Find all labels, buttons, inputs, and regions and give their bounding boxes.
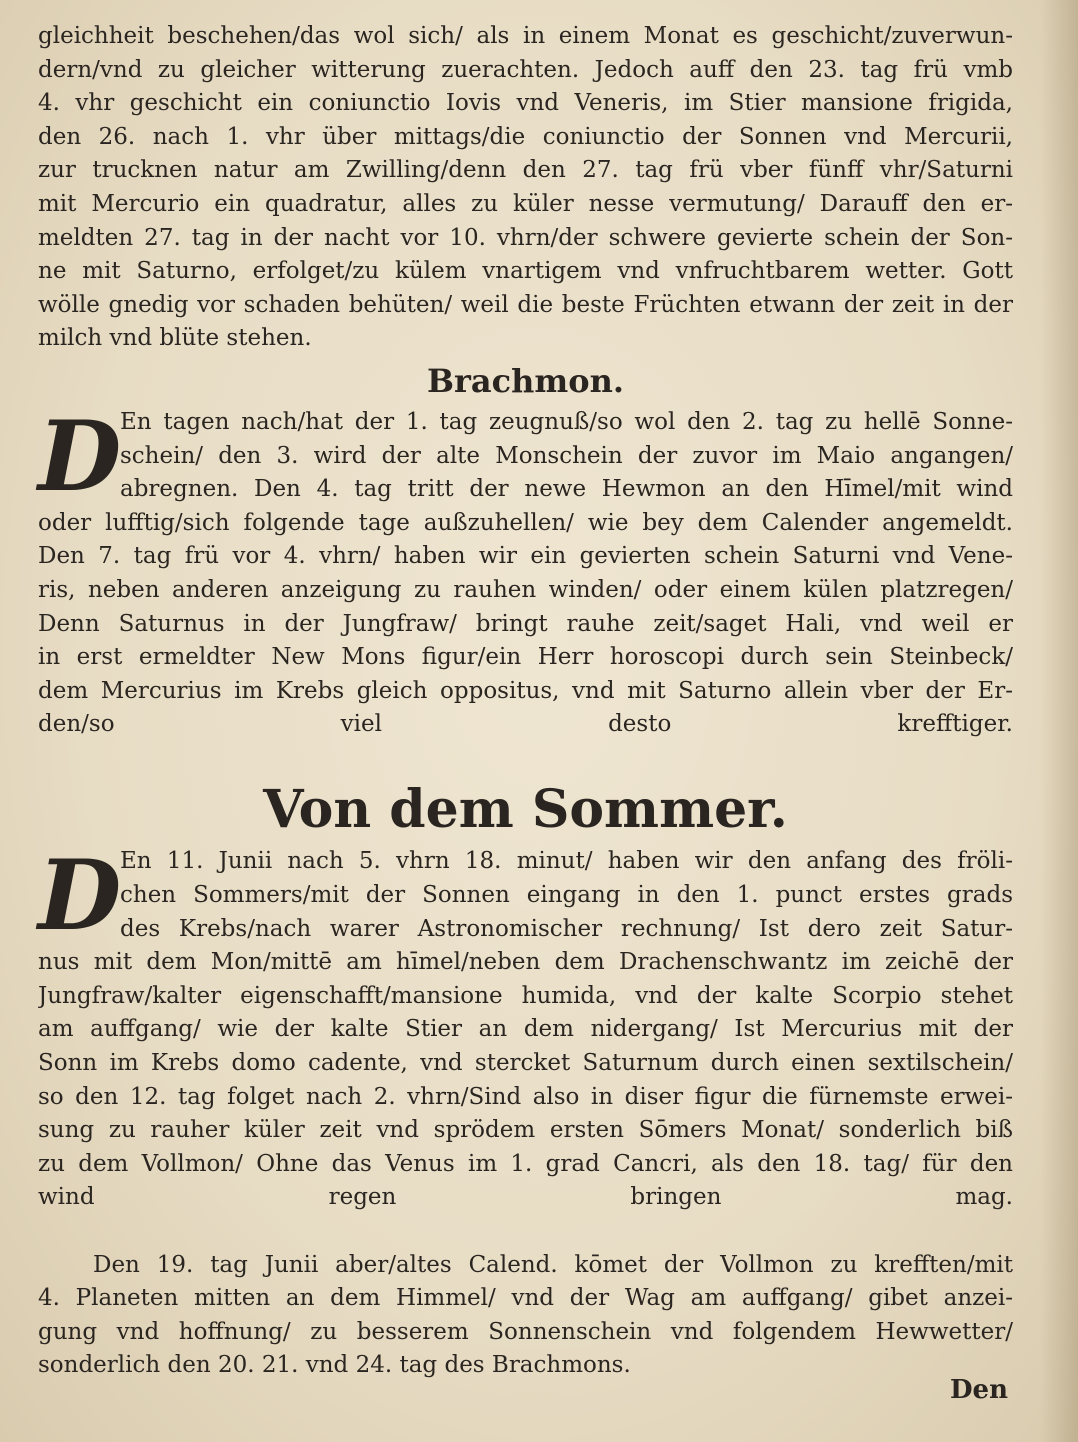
text-line — [38, 1215, 1013, 1249]
text-line: En tagen nach/hat der 1. tag zeugnuß/so wol den 2. tag zu hellē Sonne- — [120, 408, 1013, 435]
paragraph-brachmon — [38, 399, 1013, 776]
text-line: ne mit Saturno, erfolget/zu külem vnartigem vnd vnfruchtbarem wetter. Gott — [38, 258, 1013, 285]
text-line: abregnen. Den 4. tag tritt der newe Hewmon an den Hīmel/mit wind — [120, 476, 1013, 503]
drop-cap: D — [38, 839, 122, 953]
drop-cap: D — [38, 399, 122, 513]
text-line: sonderlich den 20. 21. vnd 24. tag des Brachmons. — [38, 1352, 631, 1379]
text-line: meldten 27. tag in der nacht vor 10. vhrn/der schwere gevierte schein der Son- — [38, 224, 1013, 251]
text-line: sung zu rauher küler zeit vnd sprödem ersten Sōmers Monat/ sonderlich biß — [38, 1117, 1013, 1144]
text-line: den 26. nach 1. vhr über mittags/die coniunctio der Sonnen vnd Mercurii, — [38, 123, 1013, 150]
text-line: 4. Planeten mitten an dem Himmel/ vnd der Wag am auffgang/ gibet anzei- — [38, 1285, 1013, 1312]
text-line: den/so viel desto krefftiger. — [38, 711, 1013, 738]
text-line: gleichheit beschehen/das wol sich/ als in einem Monat es geschicht/zuverwun- — [38, 23, 1013, 49]
section-heading-brachmon: Brachmon. — [427, 361, 624, 400]
paragraph-sommer — [38, 839, 1013, 1248]
text-line: dern/vnd zu gleicher witterung zuerachten. Jedoch auff den 23. tag frü vmb — [38, 56, 1013, 83]
text-line: dem Mercurius im Krebs gleich oppositus, vnd mit Saturno allein vber der Er- — [38, 677, 1013, 704]
text-line: oder lufftig/sich folgende tage außzuhellen/ wie bey dem Calender angemeldt. — [38, 509, 1013, 536]
catchword: Den — [950, 1375, 1008, 1405]
section-heading-sommer: Von dem Sommer. — [263, 779, 788, 841]
text-line: Jungfraw/kalter eigenschafft/mansione humida, vnd der kalte Scorpio stehet — [38, 982, 1013, 1009]
text-line: zu dem Vollmon/ Ohne das Venus im 1. grad Cancri, als den 18. tag/ für den — [38, 1150, 1013, 1177]
text-line: in erst ermeldter New Mons figur/ein Herr horoscopi durch sein Steinbeck/ — [38, 644, 1013, 671]
text-line: mit Mercurio ein quadratur, alles zu küler nesse vermutung/ Darauff den er- — [38, 190, 1013, 217]
text-line: nus mit dem Mon/mittē am hīmel/neben dem Drachenschwantz im zeichē der — [38, 949, 1013, 976]
text-line: des Krebs/nach warer Astronomischer rechnung/ Ist dero zeit Satur- — [120, 915, 1013, 942]
text-line — [38, 742, 1013, 776]
text-line: gung vnd hoffnung/ zu besserem Sonnenschein vnd folgendem Hewwetter/ — [38, 1318, 1013, 1345]
page-text — [38, 20, 1013, 1383]
text-line: wind regen bringen mag. — [38, 1184, 1013, 1211]
text-line: En 11. Junii nach 5. vhrn 18. minut/ haben wir den anfang des fröli- — [120, 848, 1013, 875]
text-line: zur trucknen natur am Zwilling/denn den 27. tag frü vber fünff vhr/Saturni — [38, 157, 1013, 184]
text-line: Denn Saturnus in der Jungfraw/ bringt rauhe zeit/saget Hali, vnd weil er — [38, 610, 1013, 637]
text-line: so den 12. tag folget nach 2. vhrn/Sind also in diser figur die fürnemste erwei- — [38, 1083, 1013, 1110]
text-line: 4. vhr geschicht ein coniunctio Iovis vnd Veneris, im Stier mansione frigida, — [38, 90, 1013, 117]
text-line: chen Sommers/mit der Sonnen eingang in den 1. punct erstes grads — [120, 882, 1013, 909]
text-line: wölle gnedig vor schaden behüten/ weil die beste Früchten etwann der zeit in der — [38, 291, 1013, 318]
page-edge-shadow — [1040, 0, 1078, 1442]
text-line: Den 7. tag frü vor 4. vhrn/ haben wir ein gevierten schein Saturni vnd Vene- — [38, 543, 1013, 570]
text-line: am auffgang/ wie der kalte Stier an dem nidergang/ Ist Mercurius mit der — [38, 1016, 1013, 1043]
text-line: ris, neben anderen anzeigung zu rauhen winden/ oder einem külen platzregen/ — [38, 576, 1013, 603]
text-line: milch vnd blüte stehen. — [38, 325, 312, 352]
text-line: Sonn im Krebs domo cadente, vnd stercket Saturnum durch einen sextilschein/ — [38, 1050, 1013, 1077]
text-line: schein/ den 3. wird der alte Monschein der zuvor im Maio angangen/ — [120, 442, 1013, 469]
text-line: Den 19. tag Junii aber/altes Calend. kōmet der Vollmon zu krefften/mit — [93, 1251, 1013, 1278]
